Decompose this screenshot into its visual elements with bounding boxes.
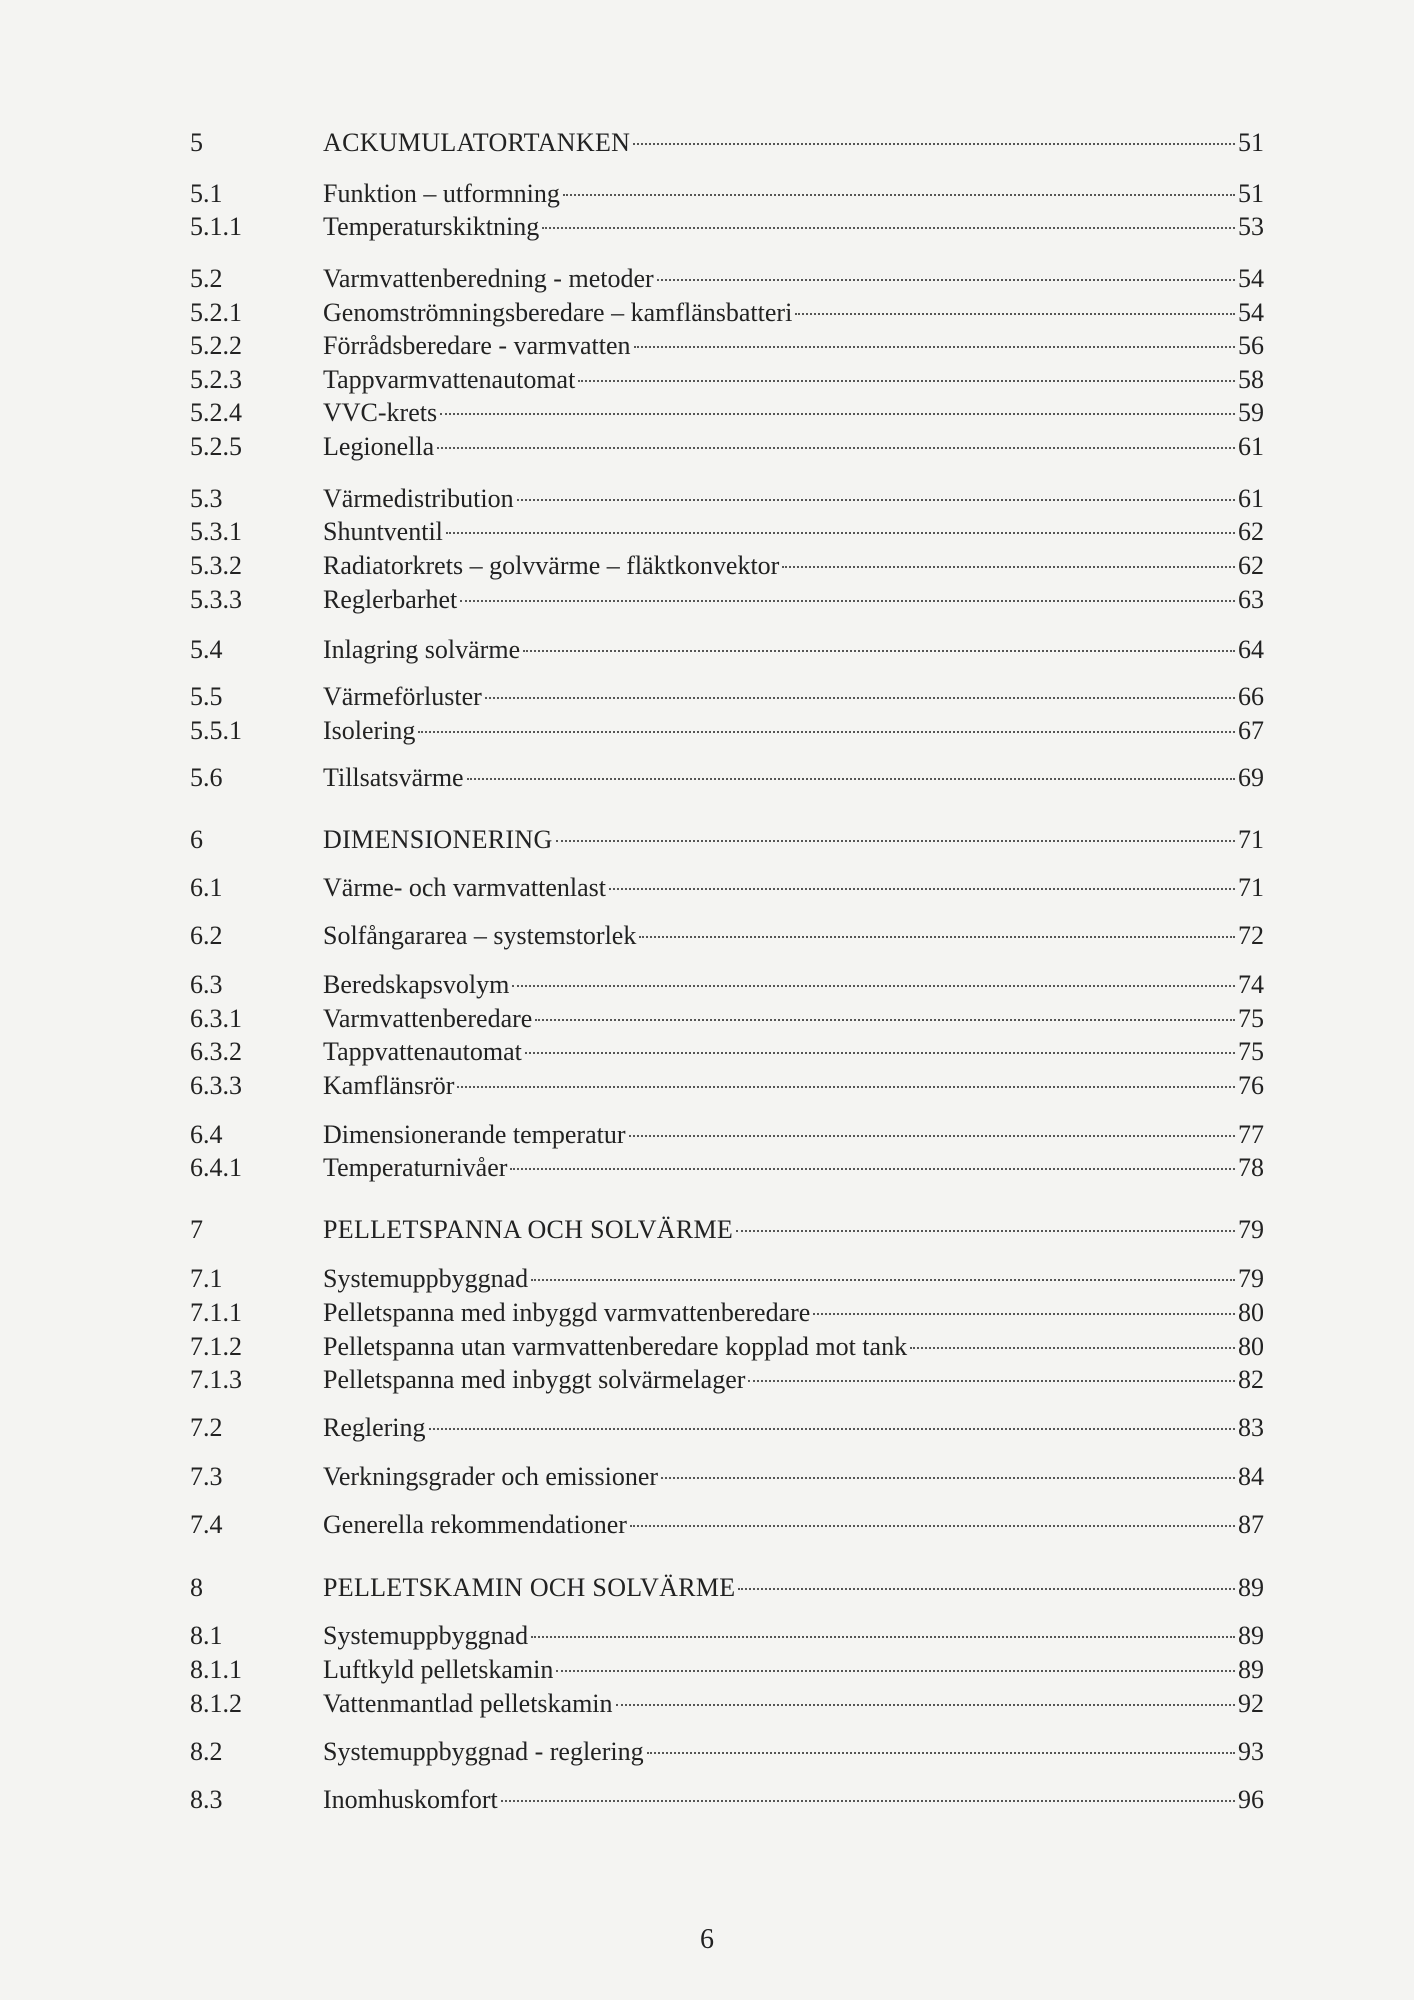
toc-row[interactable] (0, 179, 1414, 209)
toc-title: Vattenmantlad pelletskamin (323, 1689, 613, 1718)
toc-title: Förrådsberedare - varmvatten (323, 331, 631, 360)
toc-section-number: 5.2 (190, 264, 223, 293)
toc-section-number: 6.4.1 (190, 1153, 242, 1182)
toc-section-number: 8.3 (190, 1785, 223, 1814)
toc-dot-leader (647, 1751, 1235, 1754)
toc-page-number: 79 (1238, 1215, 1264, 1244)
toc-title: Varmvattenberedare (323, 1004, 533, 1033)
toc-row[interactable] (0, 517, 1414, 547)
toc-entry (323, 763, 1264, 793)
toc-dot-leader (910, 1346, 1235, 1349)
toc-entry (323, 1004, 1264, 1034)
toc-section-number: 6.3.3 (190, 1071, 242, 1100)
toc-row[interactable] (0, 1689, 1414, 1719)
toc-section-number: 8.1 (190, 1621, 223, 1650)
toc-page-number: 74 (1238, 970, 1264, 999)
toc-page-number: 87 (1238, 1510, 1264, 1539)
toc-chapter-row[interactable] (0, 128, 1414, 158)
toc-entry (323, 1573, 1264, 1603)
toc-section-number: 5.2.4 (190, 398, 242, 427)
toc-row[interactable] (0, 1621, 1414, 1651)
toc-entry (323, 331, 1264, 361)
toc-entry (323, 484, 1264, 514)
toc-page-number: 58 (1238, 365, 1264, 394)
toc-page-number: 67 (1238, 716, 1264, 745)
toc-chapter-row[interactable] (0, 1215, 1414, 1245)
toc-section-number: 7.1.2 (190, 1332, 242, 1361)
toc-row[interactable] (0, 1655, 1414, 1685)
toc-chapter-row[interactable] (0, 1573, 1414, 1603)
toc-title: PELLETSKAMIN OCH SOLVÄRME (323, 1573, 736, 1602)
toc-page-number: 54 (1238, 264, 1264, 293)
toc-row[interactable] (0, 1785, 1414, 1815)
toc-page-number: 77 (1238, 1120, 1264, 1149)
toc-dot-leader (512, 984, 1235, 987)
toc-section-number: 5.2.2 (190, 331, 242, 360)
toc-row[interactable] (0, 1264, 1414, 1294)
toc-dot-leader (639, 935, 1235, 938)
toc-dot-leader (531, 1278, 1235, 1281)
toc-section-number: 5.1.1 (190, 212, 242, 241)
toc-section-number: 5.5 (190, 682, 223, 711)
toc-section-number: 7 (190, 1215, 203, 1244)
toc-section-number: 8.1.1 (190, 1655, 242, 1684)
toc-section-number: 7.4 (190, 1510, 223, 1539)
toc-entry (323, 212, 1264, 242)
toc-entry (323, 128, 1264, 158)
toc-entry (323, 1689, 1264, 1719)
toc-dot-leader (457, 1085, 1235, 1088)
toc-page-number: 71 (1238, 873, 1264, 902)
toc-row[interactable] (0, 763, 1414, 793)
toc-entry (323, 1655, 1264, 1685)
toc-page-number: 63 (1238, 585, 1264, 614)
toc-page-number: 76 (1238, 1071, 1264, 1100)
toc-page-number: 79 (1238, 1264, 1264, 1293)
toc-entry (323, 970, 1264, 1000)
toc-dot-leader (661, 1476, 1235, 1479)
toc-title: Tappvattenautomat (323, 1037, 522, 1066)
toc-entry (323, 873, 1264, 903)
toc-entry (323, 298, 1264, 328)
toc-section-number: 5.3 (190, 484, 223, 513)
toc-row[interactable] (0, 873, 1414, 903)
toc-dot-leader (616, 1703, 1235, 1706)
toc-dot-leader (542, 226, 1235, 229)
toc-row[interactable] (0, 298, 1414, 328)
toc-title: Beredskapsvolym (323, 970, 510, 999)
toc-dot-leader (633, 142, 1235, 145)
toc-dot-leader (446, 531, 1235, 534)
toc-title: Generella rekommendationer (323, 1510, 627, 1539)
toc-page-number: 83 (1238, 1413, 1264, 1442)
toc-title: Systemuppbyggnad (323, 1264, 529, 1293)
toc-entry (323, 1365, 1264, 1395)
toc-page-number: 78 (1238, 1153, 1264, 1182)
toc-page-number: 93 (1238, 1737, 1264, 1766)
toc-section-number: 6.1 (190, 873, 223, 902)
toc-title: Inlagring solvärme (323, 635, 521, 664)
toc-row[interactable] (0, 365, 1414, 395)
toc-dot-leader (437, 446, 1235, 449)
toc-row[interactable] (0, 970, 1414, 1000)
toc-title: Tappvarmvattenautomat (323, 365, 576, 394)
toc-dot-leader (609, 887, 1235, 890)
toc-title: Dimensionerande temperatur (323, 1120, 626, 1149)
toc-dot-leader (578, 379, 1235, 382)
toc-dot-leader (657, 278, 1235, 281)
toc-title: Legionella (323, 432, 435, 461)
toc-title: Luftkyld pelletskamin (323, 1655, 554, 1684)
toc-page-number: 71 (1238, 825, 1264, 854)
toc-row[interactable] (0, 331, 1414, 361)
toc-entry (323, 1737, 1264, 1767)
toc-section-number: 8.1.2 (190, 1689, 242, 1718)
toc-title: PELLETSPANNA OCH SOLVÄRME (323, 1215, 734, 1244)
toc-entry (323, 1071, 1264, 1101)
toc-entry (323, 1264, 1264, 1294)
toc-page-number: 64 (1238, 635, 1264, 664)
toc-section-number: 6.3 (190, 970, 223, 999)
toc-row[interactable] (0, 1037, 1414, 1067)
toc-title: Kamflänsrör (323, 1071, 455, 1100)
toc-dot-leader (440, 412, 1235, 415)
toc-section-number: 6 (190, 825, 203, 854)
toc-row[interactable] (0, 551, 1414, 581)
toc-row[interactable] (0, 635, 1414, 665)
toc-title: Funktion – utformning (323, 179, 560, 208)
toc-entry (323, 682, 1264, 712)
toc-entry (323, 179, 1264, 209)
toc-title: Värmedistribution (323, 484, 514, 513)
toc-title: ACKUMULATORTANKEN (323, 128, 631, 157)
toc-section-number: 5.4 (190, 635, 223, 664)
toc-dot-leader (531, 1635, 1235, 1638)
toc-row[interactable] (0, 1510, 1414, 1540)
toc-title: Pelletspanna med inbyggd varmvattenberedare (323, 1298, 811, 1327)
toc-section-number: 5.2.1 (190, 298, 242, 327)
toc-page-number: 62 (1238, 551, 1264, 580)
toc-entry (323, 551, 1264, 581)
toc-entry (323, 398, 1264, 428)
toc-page-number: 56 (1238, 331, 1264, 360)
toc-entry (323, 365, 1264, 395)
toc-row[interactable] (0, 716, 1414, 746)
toc-entry (323, 825, 1264, 855)
toc-page-number: 62 (1238, 517, 1264, 546)
toc-page-number: 89 (1238, 1621, 1264, 1650)
toc-page-number: 54 (1238, 298, 1264, 327)
toc-title: Solfångararea – systemstorlek (323, 921, 637, 950)
toc-dot-leader (485, 696, 1235, 699)
toc-section-number: 7.3 (190, 1462, 223, 1491)
toc-entry (323, 264, 1264, 294)
toc-title: Systemuppbyggnad (323, 1621, 529, 1650)
toc-dot-leader (634, 345, 1235, 348)
toc-entry (323, 1413, 1264, 1443)
toc-entry (323, 635, 1264, 665)
page-number: 6 (700, 1924, 714, 1955)
toc-row[interactable] (0, 1298, 1414, 1328)
toc-dot-leader (501, 1799, 1235, 1802)
toc-page-number: 69 (1238, 763, 1264, 792)
toc-dot-leader (813, 1312, 1235, 1315)
toc-row[interactable] (0, 1365, 1414, 1395)
toc-title: DIMENSIONERING (323, 825, 553, 854)
toc-title: Systemuppbyggnad - reglering (323, 1737, 644, 1766)
toc-section-number: 8.2 (190, 1737, 223, 1766)
toc-entry (323, 585, 1264, 615)
toc-dot-leader (795, 312, 1235, 315)
toc-title: Värmeförluster (323, 682, 482, 711)
toc-entry (323, 921, 1264, 951)
toc-dot-leader (748, 1379, 1235, 1382)
toc-section-number: 7.2 (190, 1413, 223, 1442)
toc-title: Pelletspanna med inbyggt solvärmelager (323, 1365, 746, 1394)
toc-entry (323, 1332, 1264, 1362)
toc-page-number: 84 (1238, 1462, 1264, 1491)
toc-section-number: 6.4 (190, 1120, 223, 1149)
toc-title: Pelletspanna utan varmvattenberedare kopplad mot tank (323, 1332, 908, 1361)
toc-row[interactable] (0, 682, 1414, 712)
toc-title: Reglerbarhet (323, 585, 458, 614)
toc-title: Inomhuskomfort (323, 1785, 498, 1814)
toc-page-number: 80 (1238, 1298, 1264, 1327)
toc-entry (323, 1621, 1264, 1651)
toc-title: Tillsatsvärme (323, 763, 464, 792)
toc-page-number: 66 (1238, 682, 1264, 711)
toc-title: Värme- och varmvattenlast (323, 873, 606, 902)
toc-row[interactable] (0, 1071, 1414, 1101)
toc-chapter-row[interactable] (0, 825, 1414, 855)
toc-page-number: 61 (1238, 484, 1264, 513)
toc-row[interactable] (0, 1413, 1414, 1443)
toc-entry (323, 1037, 1264, 1067)
toc-page-number: 96 (1238, 1785, 1264, 1814)
toc-entry (323, 1510, 1264, 1540)
toc-page-number: 59 (1238, 398, 1264, 427)
toc-row[interactable] (0, 398, 1414, 428)
toc-page-number: 61 (1238, 432, 1264, 461)
toc-page-number: 89 (1238, 1573, 1264, 1602)
toc-dot-leader (556, 1669, 1235, 1672)
toc-page-number: 80 (1238, 1332, 1264, 1361)
toc-section-number: 6.2 (190, 921, 223, 950)
toc-dot-leader (523, 649, 1235, 652)
toc-title: Temperaturnivåer (323, 1153, 508, 1182)
toc-page-number: 75 (1238, 1004, 1264, 1033)
toc-entry (323, 1153, 1264, 1183)
toc-dot-leader (429, 1427, 1235, 1430)
toc-row[interactable] (0, 264, 1414, 294)
toc-row[interactable] (0, 585, 1414, 615)
toc-dot-leader (525, 1051, 1235, 1054)
toc-dot-leader (517, 498, 1235, 501)
toc-page-number: 89 (1238, 1655, 1264, 1684)
toc-dot-leader (510, 1167, 1235, 1170)
toc-page-number: 53 (1238, 212, 1264, 241)
toc-entry (323, 1785, 1264, 1815)
toc-entry (323, 517, 1264, 547)
toc-section-number: 7.1.3 (190, 1365, 242, 1394)
toc-page-number: 82 (1238, 1365, 1264, 1394)
toc-row[interactable] (0, 432, 1414, 462)
toc-entry (323, 432, 1264, 462)
toc-dot-leader (556, 839, 1235, 842)
toc-dot-leader (629, 1134, 1236, 1137)
toc-title: Reglering (323, 1413, 426, 1442)
toc-dot-leader (736, 1229, 1235, 1232)
toc-page-number: 51 (1238, 128, 1264, 157)
toc-row[interactable] (0, 1153, 1414, 1183)
toc-entry (323, 1298, 1264, 1328)
toc-section-number: 7.1.1 (190, 1298, 242, 1327)
toc-dot-leader (782, 565, 1235, 568)
toc-section-number: 5.3.1 (190, 517, 242, 546)
toc-dot-leader (467, 777, 1235, 780)
toc-entry (323, 716, 1264, 746)
toc-row[interactable] (0, 1004, 1414, 1034)
toc-section-number: 5.1 (190, 179, 223, 208)
toc-dot-leader (738, 1587, 1235, 1590)
toc-section-number: 7.1 (190, 1264, 223, 1293)
toc-dot-leader (460, 599, 1235, 602)
toc-entry (323, 1215, 1264, 1245)
toc-row[interactable] (0, 212, 1414, 242)
toc-title: Temperaturskiktning (323, 212, 540, 241)
toc-section-number: 6.3.2 (190, 1037, 242, 1066)
toc-row[interactable] (0, 1737, 1414, 1767)
toc-section-number: 5.6 (190, 763, 223, 792)
toc-dot-leader (418, 730, 1235, 733)
toc-section-number: 5.3.2 (190, 551, 242, 580)
toc-page-number: 75 (1238, 1037, 1264, 1066)
toc-dot-leader (563, 193, 1235, 196)
toc-row[interactable] (0, 921, 1414, 951)
toc-section-number: 5.3.3 (190, 585, 242, 614)
toc-section-number: 6.3.1 (190, 1004, 242, 1033)
toc-row[interactable] (0, 1120, 1414, 1150)
toc-row[interactable] (0, 1462, 1414, 1492)
toc-dot-leader (630, 1524, 1235, 1527)
toc-title: Shuntventil (323, 517, 443, 546)
toc-row[interactable] (0, 1332, 1414, 1362)
toc-title: Radiatorkrets – golvvärme – fläktkonvektor (323, 551, 780, 580)
toc-page-number: 72 (1238, 921, 1264, 950)
toc-page-number: 51 (1238, 179, 1264, 208)
toc-dot-leader (535, 1018, 1235, 1021)
toc-section-number: 8 (190, 1573, 203, 1602)
toc-page-number: 92 (1238, 1689, 1264, 1718)
toc-entry (323, 1120, 1264, 1150)
toc-section-number: 5.2.5 (190, 432, 242, 461)
toc-entry (323, 1462, 1264, 1492)
toc-section-number: 5.5.1 (190, 716, 242, 745)
toc-section-number: 5 (190, 128, 203, 157)
toc-title: Isolering (323, 716, 416, 745)
toc-title: Genomströmningsberedare – kamflänsbatteri (323, 298, 793, 327)
toc-title: Varmvattenberedning - metoder (323, 264, 654, 293)
toc-title: VVC-krets (323, 398, 438, 427)
toc-section-number: 5.2.3 (190, 365, 242, 394)
toc-title: Verkningsgrader och emissioner (323, 1462, 659, 1491)
toc-row[interactable] (0, 484, 1414, 514)
